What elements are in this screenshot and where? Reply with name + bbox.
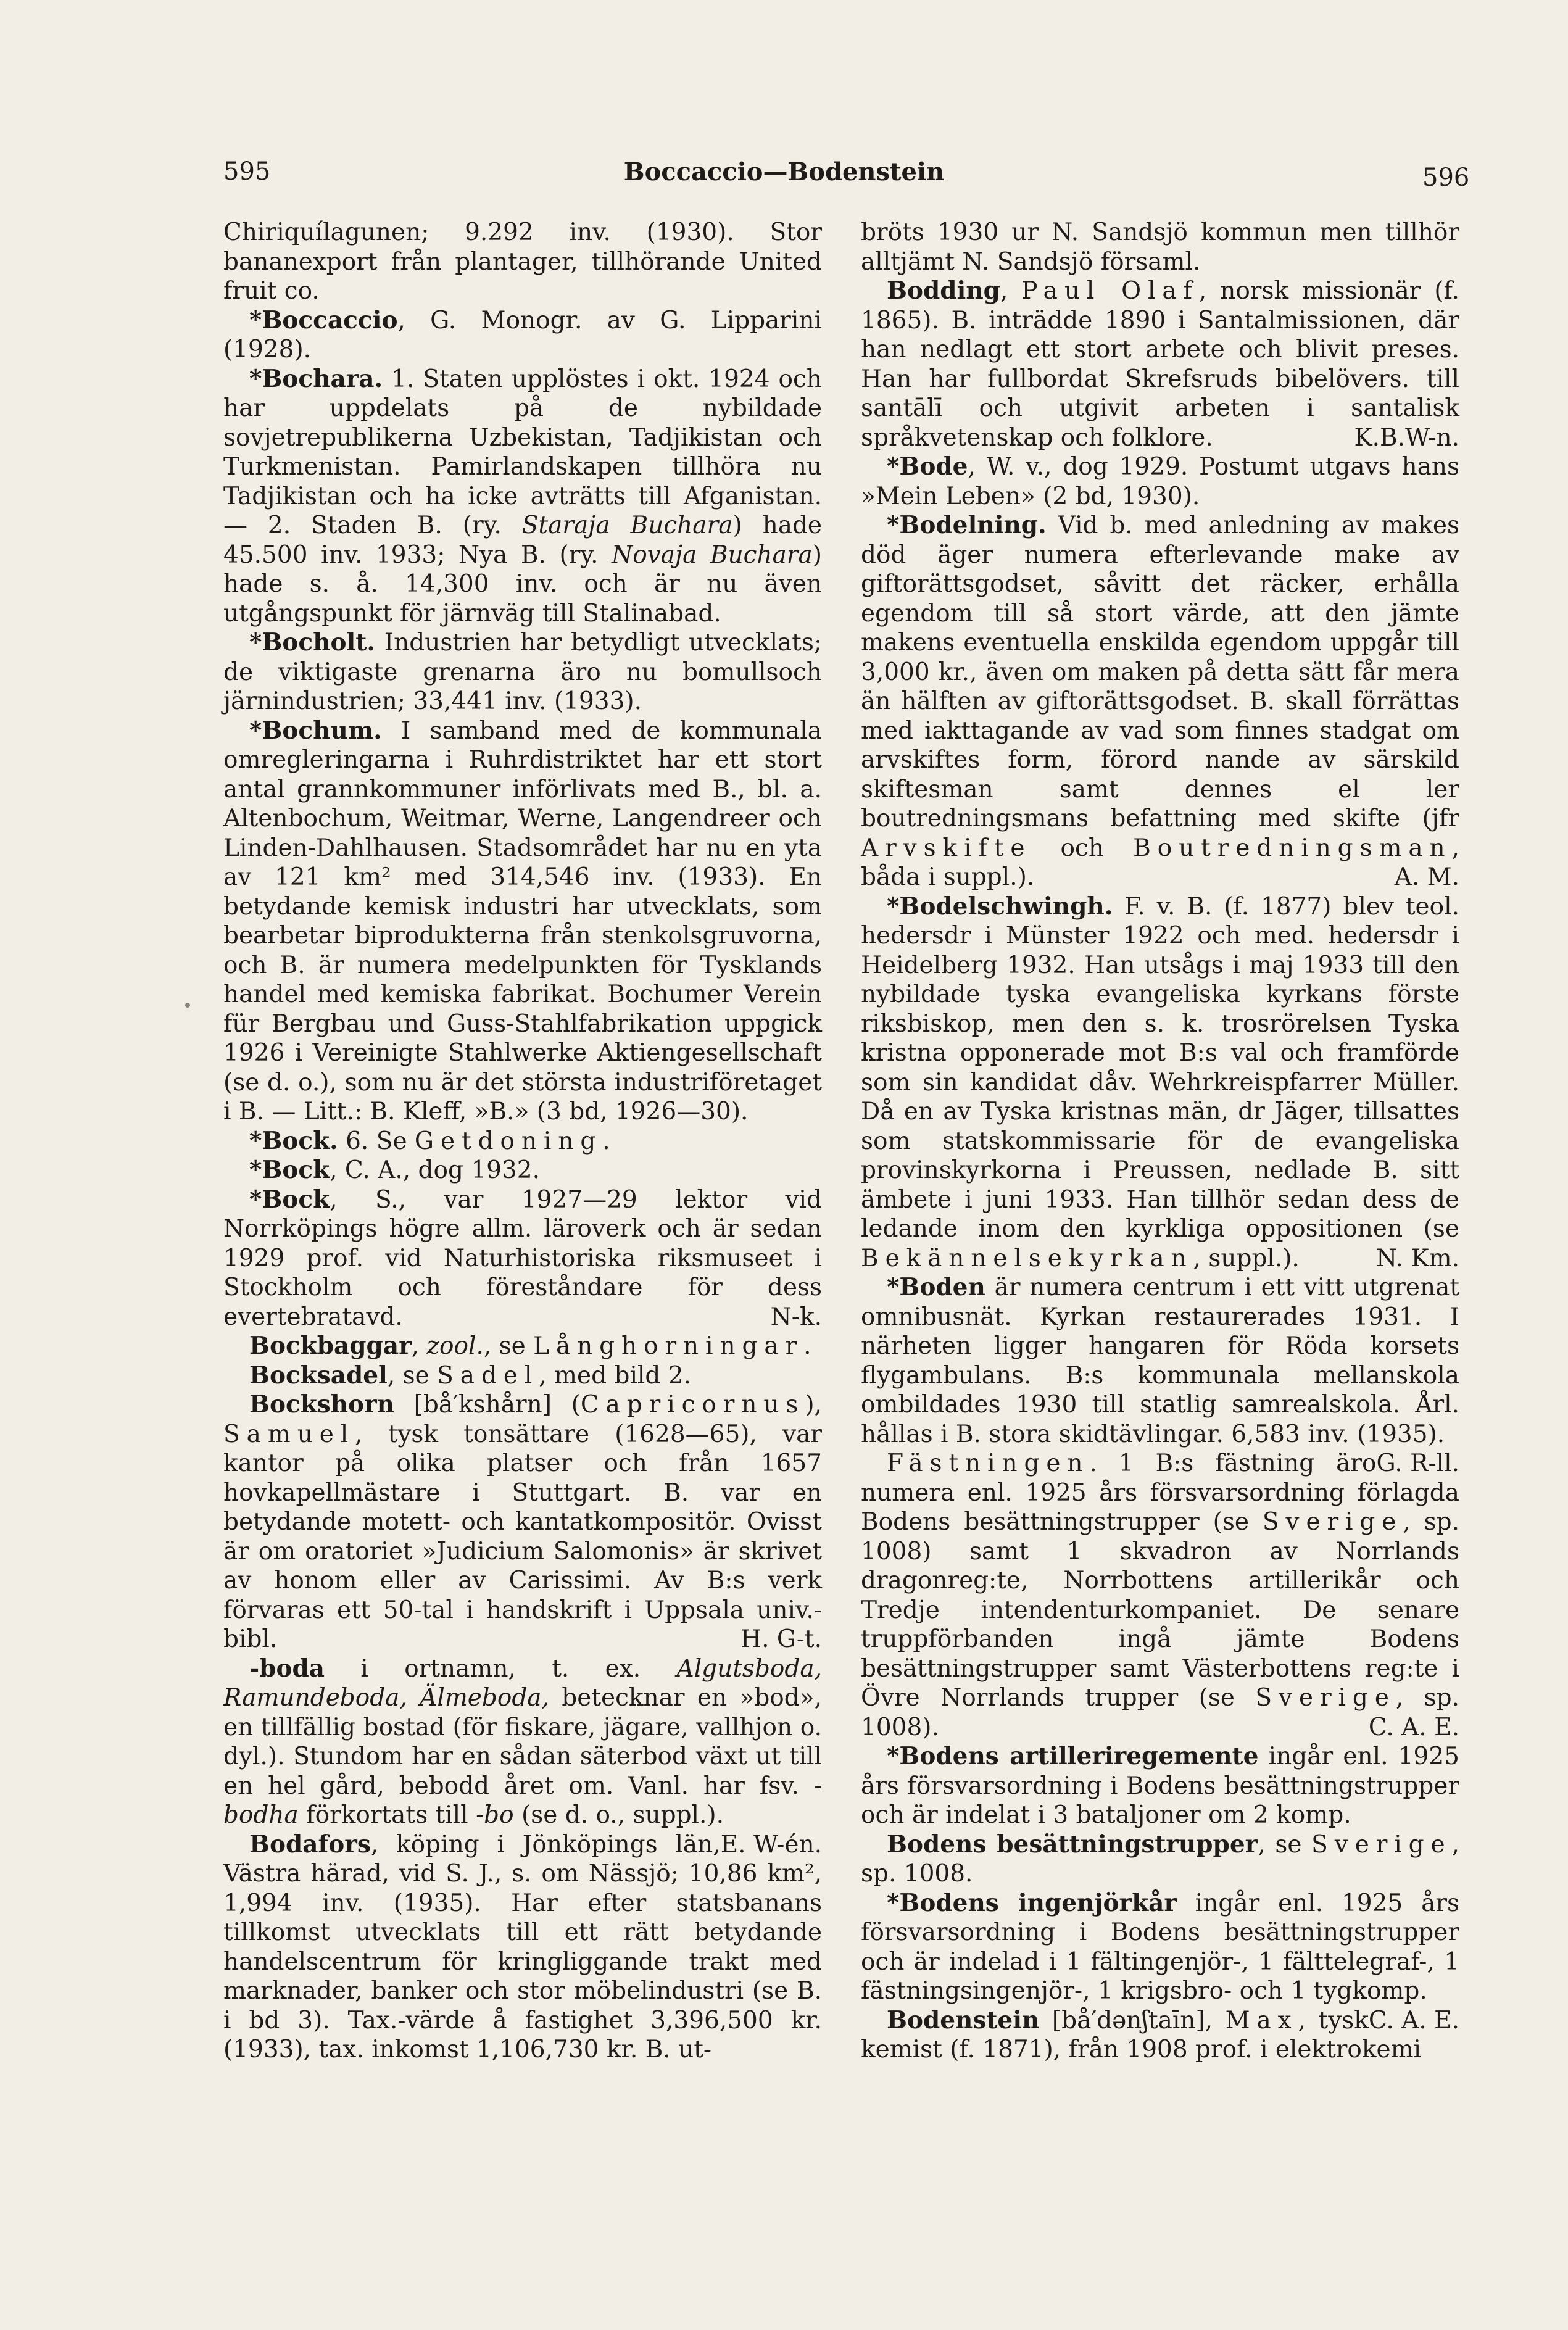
left-column-entry: *Bochum. I samband med de kommunala omregleringarna i Ruhrdistriktet har ett stort antal grannkommuner införlivats med B., bl. a. Altenbochum, Weitmar, Werne, Langendreer och Linden-Dahlhausen. Stadsområdet har nu en yta av 121 km² med 314,546 inv. (1933). En betydande kemisk industri har utvecklats, som bearbetar biprodukterna från stenkolsgruvorna, och B. är numera medelpunkten för Tysklands handel med kemiska fabrikat. Bochumer Verein für Bergbau und Guss-Stahlfabrikation uppgick 1926 i Vereinigte Stahlwerke Aktiengesellschaft (se d. o.), som nu är det största industriföretaget i B. — Litt.: B. Kleff, »B.» (3 bd, 1926—30).: [223, 716, 822, 1126]
left-column-entry: Bockshorn [bå′kshårn] (Capricornus), Samuel, tysk tonsättare (1628—65), var kantor på olika platser och från 1657 hovkapellmästare i Stuttgart. B. var en betydande motett- och kantatkompositör. Ovisst är om oratoriet »Judicium Salomonis» är skrivet av honom eller av Carissimi. Av B:s verk förvaras ett 50-tal i handskrift i Uppsala univ.-bibl. H. G-t.: [223, 1390, 822, 1653]
right-column-entry: *Bodens artilleriregemente ingår enl. 1925 års försvarsordning i Bodens besättningstrupper och är indelat i 3 bataljoner om 2 komp.: [861, 1742, 1459, 1829]
left-column-entry: Bodafors, köping i Jönköpings län, Västra härad, vid S. J., s. om Nässjö; 10,86 km², 1,994 inv. (1935). Har efter statsbanans tillkomst utvecklats till ett rätt betydande handelscentrum för kringliggande trakt med marknader, banker och stor möbelindustri (se B. i bd 3). Tax.-värde å fastighet 3,396,500 kr. (1933), tax. inkomst 1,106,730 kr. B. ut-: [223, 1830, 822, 2063]
left-column: [223, 218, 822, 2065]
page-number-left: 595: [223, 157, 271, 186]
right-column-entry: *Bodelschwingh. F. v. B. (f. 1877) blev teol. hedersdr i Münster 1922 och med. hedersdr i Heidelberg 1932. Han utsågs i maj 1933 till den nybildade tyska evangeliska kyrkans förste riksbiskop, men den s. k. trosrörelsen Tyska kristna opponerade mot B:s val och framförde som sin kandidat dåv. Wehrkreispfarrer Müller. Då en av Tyska kristnas män, dr Jäger, tillsattes som statskommissarie för de evangeliska provinskyrkorna i Preussen, nedlade B. sitt ämbete i juni 1933. Han tillhör sedan dess de ledande inom den kyrkliga oppositionen (se Bekännelsekyrkan, suppl.). N. Km.: [861, 892, 1459, 1272]
left-column-entry: *Bock, C. A., dog 1932.: [249, 1156, 540, 1184]
left-column-entry: Bockbaggar, zool., se Långhorningar.: [249, 1332, 811, 1360]
right-column-entry: Bodenstein [bå′dənʃtaīn], Max, tysk kemist (f. 1871), från 1908 prof. i elektrokemi: [861, 2005, 1422, 2063]
running-head: Boccaccio—Bodenstein: [623, 157, 945, 186]
page-number-right: 596: [1422, 164, 1470, 192]
page-header: [0, 157, 1568, 194]
right-column-entry: *Bode, W. v., dog 1929. Postumt utgavs hans »Mein Leben» (2 bd, 1930).: [861, 452, 1459, 510]
left-column-entry: *Bock, S., var 1927—29 lektor vid Norrköpings högre allm. läroverk och är sedan 1929 prof. vid Naturhistoriska riksmuseet i Stockholm och föreståndare för dess evertebratavd. N-k.: [223, 1185, 822, 1331]
right-column-entry: Fästningen. 1 B:s fästning äro numera enl. 1925 års försvarsordning förlagda Bodens besättningstrupper (se Sverige, sp. 1008) samt 1 skvadron av Norrlands dragonreg:te, Norrbottens artillerikår och Tredje intendenturkompaniet. De senare truppförbanden ingå jämte Bodens besättningstrupper samt Västerbottens reg:te i Övre Norrlands trupper (se Sverige, sp. 1008). C. A. E.: [861, 1449, 1460, 1741]
left-column-entry: *Boccaccio, G. Monogr. av G. Lipparini (1928).: [223, 305, 822, 363]
right-column-entry: Bodens besättningstrupper, se Sverige, sp. 1008.: [861, 1830, 1459, 1888]
left-column-entry: Bocksadel, se Sadel, med bild 2.: [249, 1361, 691, 1390]
right-column-entry: *Bodens ingenjörkår ingår enl. 1925 års försvarsordning i Bodens besättningstrupper och är indelad i 1 fältingenjör-, 1 fälttelegraf-, 1 fästningsingenjör-, 1 krigsbro- och 1 tygkomp. C. A. E.: [861, 1888, 1459, 2034]
margin-dot: [185, 1003, 190, 1008]
left-column-entry: *Bock. 6. Se Getdoning.: [249, 1126, 610, 1155]
right-column-entry: *Bodelning. Vid b. med anledning av makes död äger numera efterlevande make av giftorättsgodset, såvitt det räcker, erhålla egendom till så stort värde, att den jämte makens eventuella enskilda egendom uppgår till 3,000 kr., även om maken på detta sätt får mera än hälften av giftorättsgodset. B. skall förrättas med iakttagande av vad som finnes stadgat om arvskiftes form, förord nande av särskild skiftesman samt dennes el ler boutredningsmans befattning med skifte (jfr Arvskifte och Boutredningsman, båda i suppl.). A. M.: [861, 511, 1459, 891]
right-column: [861, 218, 1459, 2065]
left-column-entry: -boda i ortnamn, t. ex. Algutsboda, Ramundeboda, Älmeboda, betecknar en »bod», en tillfällig bostad (för fiskare, jägare, vallhjon o. dyl.). Stundom har en sådan säterbod växt ut till en hel gård, bebodd året om. Vanl. har fsv. -bodha förkortats till -bo (se d. o., suppl.). E. W-én.: [223, 1654, 822, 1859]
right-column-entry: *Boden är numera centrum i ett vitt utgrenat omnibusnät. Kyrkan restaurerades 1931. I närheten ligger hangaren för Röda korsets flygambulans. B:s kommunala mellanskola ombildades 1930 till statlig samrealskola. Årl. hållas i B. stora skidtävlingar. 6,583 inv. (1935). G. R-ll.: [861, 1273, 1459, 1477]
left-column-entry: *Bocholt. Industrien har betydligt utvecklats; de viktigaste grenarna äro nu bomullsoch järnindustrien; 33,441 inv. (1933).: [223, 628, 822, 715]
left-column-entry: Chiriquílagunen; 9.292 inv. (1930). Stor bananexport från plantager, tillhörande United fruit co.: [223, 218, 822, 305]
left-column-entry: *Bochara. 1. Staten upplöstes i okt. 1924 och har uppdelats på de nybildade sovjetrepublikerna Uzbekistan, Tadjikistan och Turkmenistan. Pamirlandskapen tillhöra nu Tadjikistan och ha icke avträtts till Afganistan. — 2. Staden B. (ry. Staraja Buchara) hade 45.500 inv. 1933; Nya B. (ry. Novaja Buchara) hade s. å. 14,300 inv. och är nu även utgångspunkt för järnväg till Stalinabad.: [223, 364, 823, 628]
right-column-entry: Bodding, Paul Olaf, norsk missionär (f. 1865). B. inträdde 1890 i Santalmissionen, där han nedlagt ett stort arbete och blivit preses. Han har fullbordat Skrefsruds bibelövers. till santālī och utgivit arbeten i santalisk språkvetenskap och folklore. K.B.W-n.: [861, 276, 1459, 452]
right-column-entry: bröts 1930 ur N. Sandsjö kommun men tillhör alltjämt N. Sandsjö församl.: [861, 218, 1459, 276]
